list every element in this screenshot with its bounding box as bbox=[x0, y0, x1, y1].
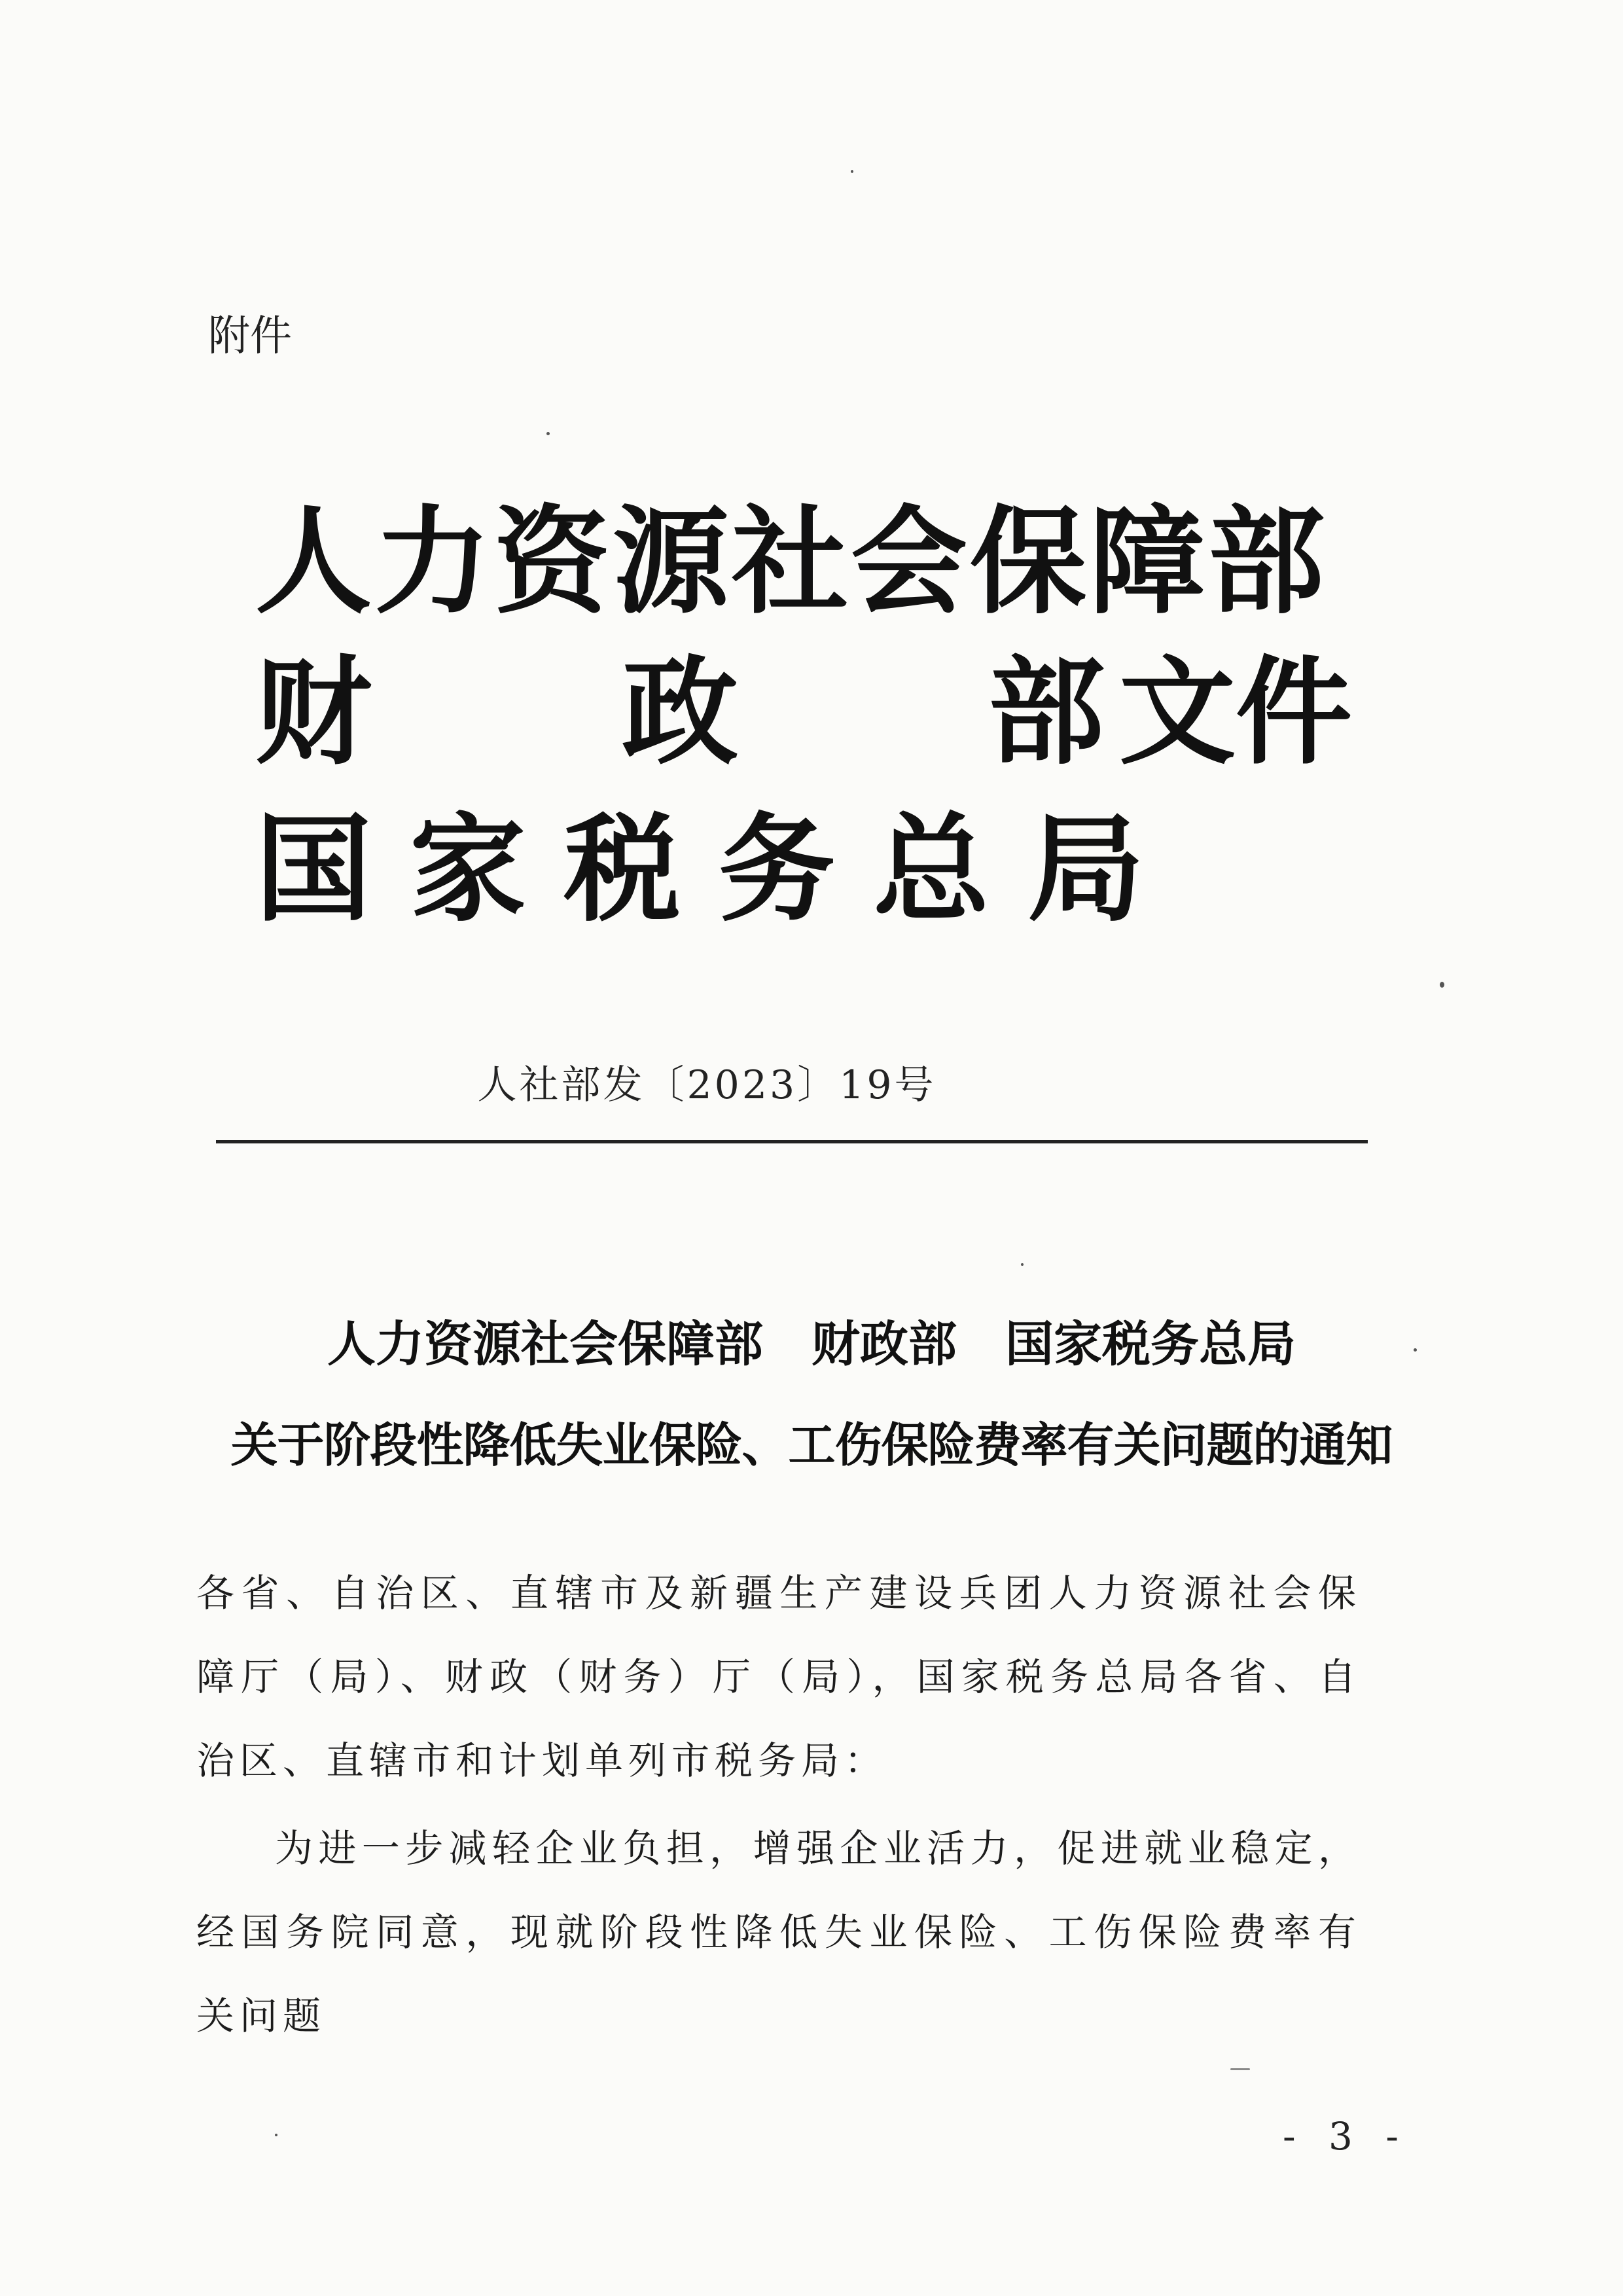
issuer-line-2 bbox=[255, 645, 1355, 785]
header-rule bbox=[216, 1140, 1368, 1143]
issuer-line-2-char-2: 政 bbox=[622, 645, 738, 780]
scan-speck bbox=[851, 170, 853, 173]
issuer-line-3: 国家税务总局 bbox=[255, 802, 1182, 937]
page-number: - 3 - bbox=[1283, 2114, 1409, 2159]
scan-speck bbox=[1414, 1348, 1417, 1352]
title-line-2: 关于阶段性降低失业保险、工伤保险费率有关问题的通知 bbox=[230, 1418, 1393, 1473]
issuer-wenjian: 文件 bbox=[1119, 645, 1352, 780]
document-number: 人社部发〔2023〕19号 bbox=[477, 1062, 936, 1108]
scan-speck bbox=[546, 432, 550, 435]
scan-speck bbox=[275, 2134, 277, 2136]
body-paragraph: 为进一步减轻企业负担，增强企业活力，促进就业稳定，经国务院同意，现就阶段性降低失业保险、工伤保险费率有关问题 bbox=[196, 1826, 1361, 2038]
issuer-line-1: 人力资源社会保障部 bbox=[255, 494, 1327, 630]
addressee-paragraph: 各省、自治区、直辖市及新疆生产建设兵团人力资源社会保障厅（局）、财政（财务）厅（局），国家税务总局各省、自治区、直辖市和计划单列市税务局： bbox=[196, 1571, 1361, 1783]
scan-speck bbox=[1440, 982, 1444, 988]
title-line-1: 人力资源社会保障部 财政部 国家税务总局 bbox=[327, 1316, 1296, 1372]
scan-speck bbox=[1230, 2068, 1250, 2070]
issuer-line-2-char-3: 部 bbox=[988, 645, 1105, 780]
issuer-line-2-char-1: 财 bbox=[255, 645, 372, 780]
scan-speck bbox=[1021, 1263, 1024, 1266]
attachment-label: 附件 bbox=[208, 312, 292, 361]
